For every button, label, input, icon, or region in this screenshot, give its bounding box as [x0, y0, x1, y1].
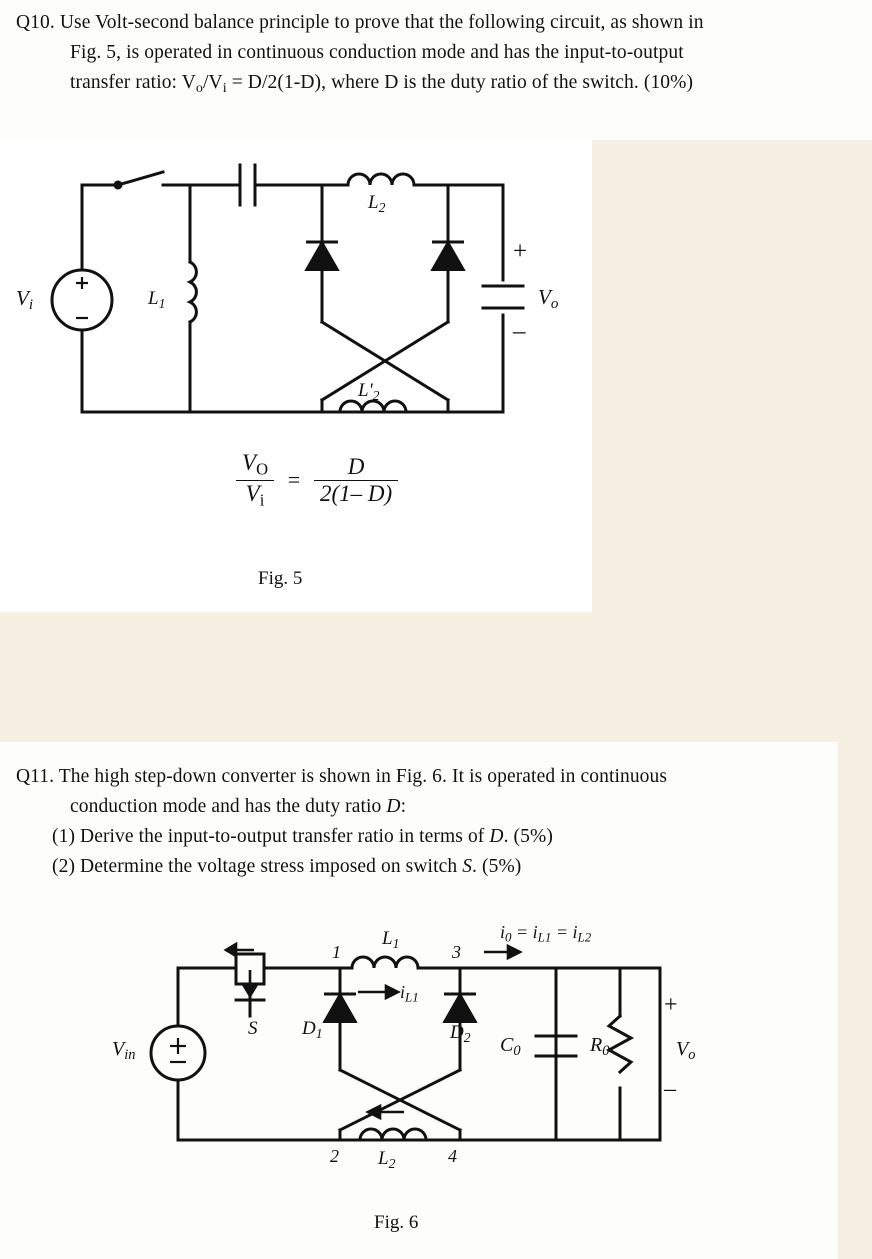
fig5-output-plus: + [513, 238, 528, 265]
fig6-node-1: 1 [332, 942, 341, 962]
formula-vi: $V_i$ [245, 480, 265, 510]
fig6-label-vo: $V_o$ [676, 1038, 696, 1064]
formula-d: D [314, 454, 398, 481]
figure-5-circuit [0, 140, 592, 440]
fig6-output-plus: + [664, 992, 678, 1018]
fig6-label-r0: $R_0$ [590, 1034, 610, 1060]
fig5-label-l2: $L_2$ [368, 192, 386, 215]
question-10-text [16, 8, 861, 103]
q10-line-2: Fig. 5, is operated in continuous conduction mode and has the input-to-output [70, 42, 684, 63]
fig6-label-l1: $L_1$ [382, 928, 400, 951]
fig5-output-minus: – [513, 318, 526, 345]
figure-6-caption: Fig. 6 [374, 1212, 419, 1233]
fig6-label-vin: $V_{in}$ [112, 1038, 136, 1064]
fig5-label-vi: $V_i$ [16, 286, 34, 314]
q11-line-1: Q11. The high step-down converter is shown in Fig. 6. It is operated in continuous [16, 766, 668, 787]
q10-line-3: transfer ratio: $V_o/V_i = D/2(1-D)$, where D is the duty ratio of the switch. (10%) [70, 72, 694, 96]
question-11-text [16, 762, 816, 882]
formula-equals: = [287, 467, 301, 493]
formula-vo: $V_O$ [236, 450, 274, 481]
fig6-output-minus: – [664, 1076, 676, 1102]
formula-right-fraction [314, 454, 398, 507]
fig6-label-c0: $C_0$ [500, 1034, 521, 1060]
figure-5-caption: Fig. 5 [258, 568, 303, 589]
q11-line-4: (2) Determine the voltage stress imposed on switch S. (5%) [52, 856, 522, 877]
fig6-current-equation: $i_0 = i_{L1} = i_{L2}$ [500, 922, 592, 945]
fig5-label-l1: $L_1$ [148, 288, 166, 311]
q11-line-3: (1) Derive the input-to-output transfer ratio in terms of D. (5%) [52, 826, 553, 847]
fig5-label-l2-prime: $L'_2$ [358, 380, 380, 403]
fig6-label-d2: $D_2$ [450, 1022, 471, 1045]
fig6-label-il1: $i_{L1}$ [400, 982, 419, 1005]
fig6-node-4: 4 [448, 1146, 457, 1166]
fig6-label-d1: $D_1$ [302, 1018, 323, 1041]
q11-line-2: conduction mode and has the duty ratio D: [70, 796, 407, 817]
fig6-node-2: 2 [330, 1146, 339, 1166]
figure-6-circuit [0, 922, 872, 1210]
q10-line-1: Q10. Use Volt-second balance principle to prove that the following circuit, as shown in [16, 12, 704, 33]
formula-2-1-d: 2(1– D) [319, 480, 393, 506]
formula-left-fraction [236, 450, 274, 510]
fig5-label-vo: $V_o$ [538, 285, 559, 313]
fig6-label-l2: $L_2$ [378, 1148, 396, 1171]
fig6-node-3: 3 [452, 942, 461, 962]
figure-5-formula [236, 450, 398, 510]
fig6-label-s: S [248, 1018, 258, 1039]
